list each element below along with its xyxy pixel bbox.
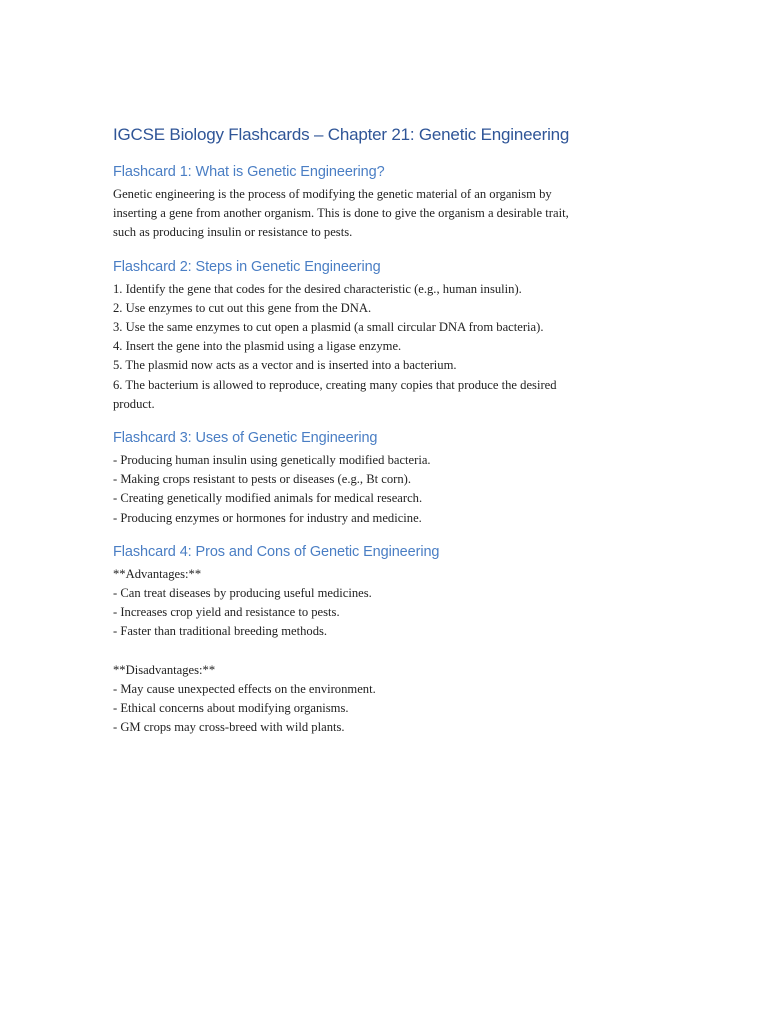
disadvantages-label: **Disadvantages:** [113, 662, 216, 677]
disadvantage-item: - May cause unexpected effects on the environment. [113, 681, 376, 696]
blank-line [113, 642, 658, 661]
use-item: - Producing enzymes or hormones for industry and medicine. [113, 510, 422, 525]
step-5: 5. The plasmid now acts as a vector and is inserted into a bacterium. [113, 358, 457, 373]
step-4: 4. Insert the gene into the plasmid using a ligase enzyme. [113, 339, 402, 354]
step-1: 1. Identify the gene that codes for the desired characteristic (e.g., human insulin). [113, 281, 522, 296]
disadvantage-item: - Ethical concerns about modifying organisms. [113, 701, 349, 716]
advantage-item: - Can treat diseases by producing useful medicines. [113, 586, 372, 601]
flashcard-3-heading: Flashcard 3: Uses of Genetic Engineering [113, 430, 378, 447]
flashcard-4 [113, 542, 658, 738]
flashcard-1-heading: Flashcard 1: What is Genetic Engineering? [113, 164, 385, 180]
flashcard-2 [113, 257, 658, 414]
document-title: IGCSE Biology Flashcards – Chapter 21: Genetic Engineering [113, 125, 570, 144]
flashcard-4-heading: Flashcard 4: Pros and Cons of Genetic Engineering [113, 543, 440, 560]
flashcard-2-heading: Flashcard 2: Steps in Genetic Engineering [113, 258, 381, 275]
step-6-continued: product. [113, 396, 155, 411]
flashcard-3 [113, 428, 658, 528]
step-3: 3. Use the same enzymes to cut open a plasmid (a small circular DNA from bacteria). [113, 320, 544, 335]
flashcard-1-line-1: Genetic engineering is the process of modifying the genetic material of an organism by [113, 187, 552, 201]
step-2: 2. Use enzymes to cut out this gene from the DNA. [113, 300, 372, 315]
advantages-label: **Advantages:** [113, 566, 202, 581]
flashcard-1-line-3: such as producing insulin or resistance to pests. [113, 225, 353, 240]
flashcard-1-line-2: inserting a gene from another organism. This is done to give the organism a desirable trait, [113, 206, 569, 221]
step-6: 6. The bacterium is allowed to reproduce, creating many copies that produce the desired [113, 377, 557, 392]
use-item: - Producing human insulin using genetically modified bacteria. [113, 453, 431, 468]
document-page [113, 122, 658, 751]
use-item: - Making crops resistant to pests or diseases (e.g., Bt corn). [113, 472, 411, 487]
disadvantage-item: - GM crops may cross-breed with wild plants. [113, 720, 345, 735]
use-item: - Creating genetically modified animals for medical research. [113, 491, 423, 506]
flashcard-1 [113, 162, 658, 243]
advantage-item: - Faster than traditional breeding methods. [113, 624, 328, 639]
advantage-item: - Increases crop yield and resistance to pests. [113, 605, 340, 620]
